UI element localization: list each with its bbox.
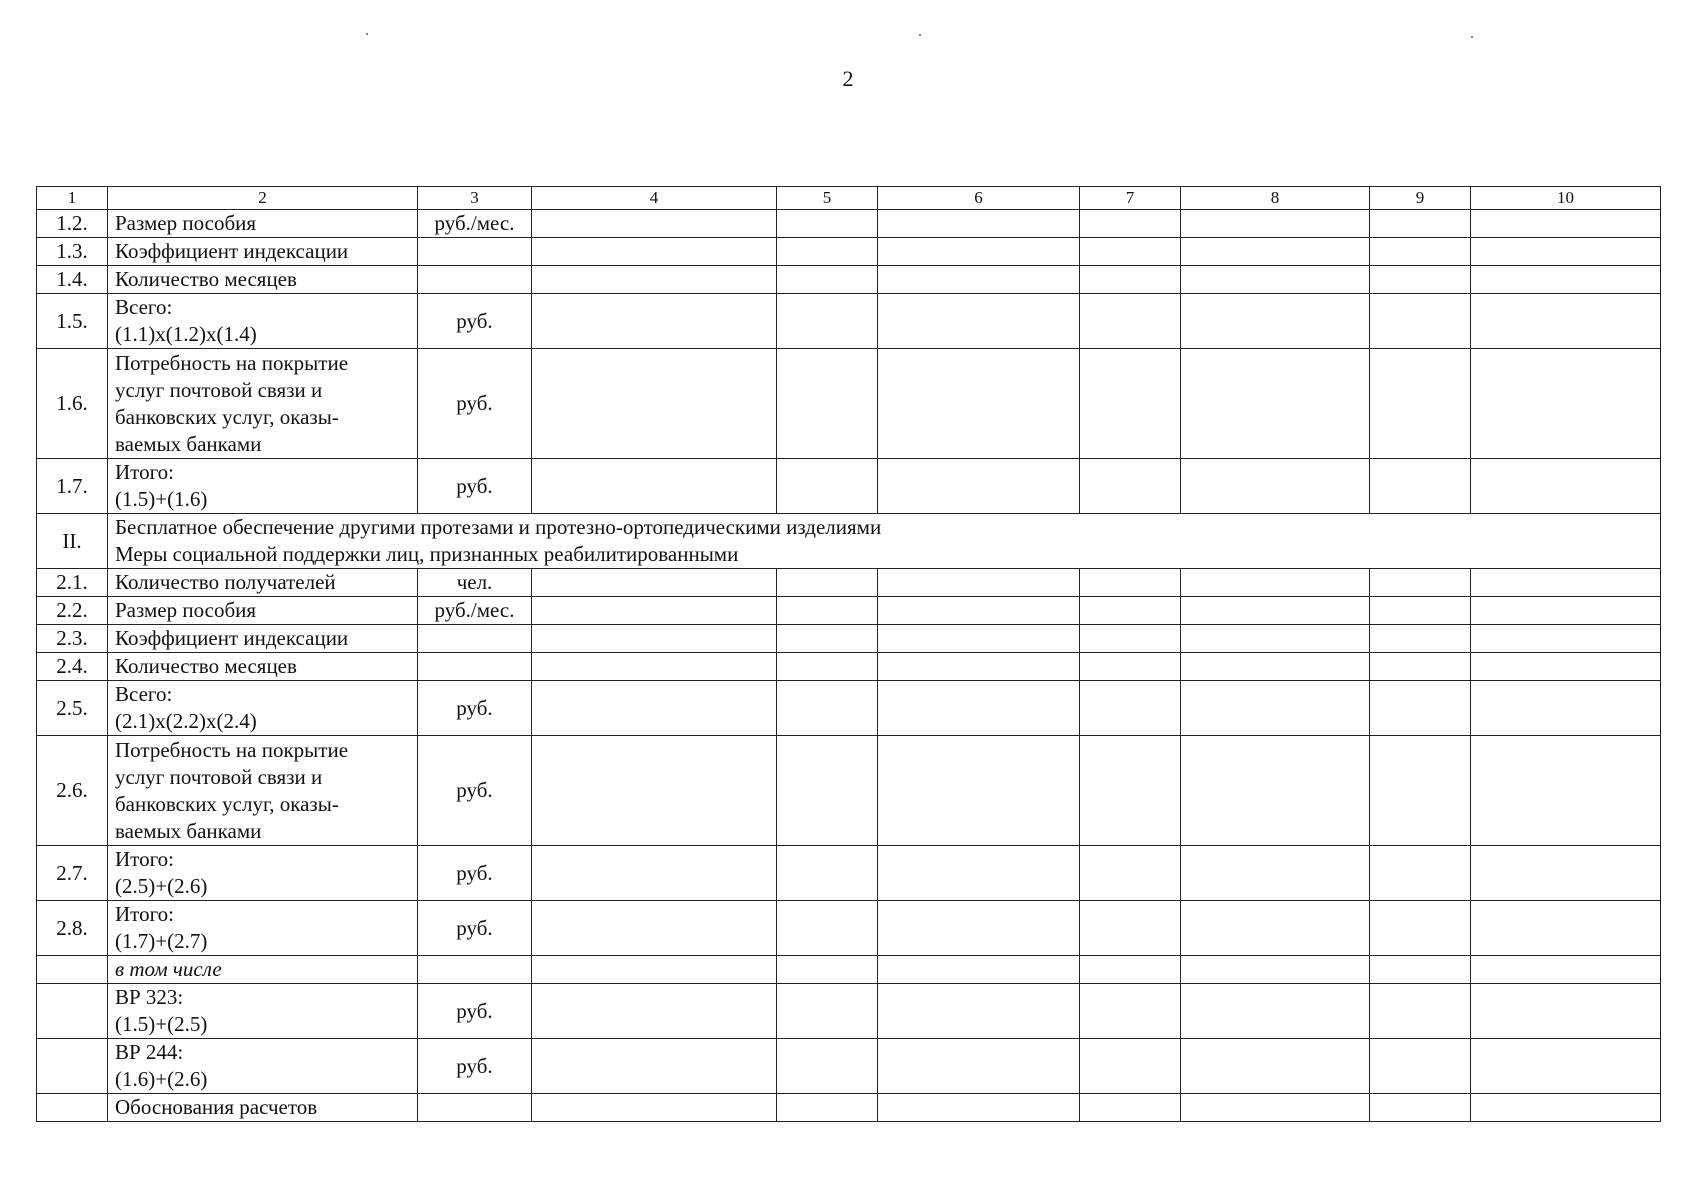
row-number xyxy=(37,956,108,984)
value-cell xyxy=(878,349,1080,459)
row-number: 1.6. xyxy=(37,349,108,459)
row-unit: руб. xyxy=(418,349,532,459)
value-cell xyxy=(777,210,878,238)
row-number: 2.2. xyxy=(37,597,108,625)
value-cell xyxy=(1080,1094,1181,1122)
value-cell xyxy=(777,901,878,956)
value-cell xyxy=(777,956,878,984)
column-number-row xyxy=(37,187,1661,210)
value-cell xyxy=(1080,625,1181,653)
value-cell xyxy=(1471,294,1661,349)
row-unit: руб. xyxy=(418,736,532,846)
value-cell xyxy=(532,349,777,459)
column-header: 9 xyxy=(1370,187,1471,210)
description-line: Размер пособия xyxy=(115,598,257,622)
scan-speck xyxy=(919,34,921,36)
description-line: Потребность на покрытие xyxy=(115,350,349,375)
column-header: 5 xyxy=(777,187,878,210)
row-description xyxy=(108,1094,418,1122)
description-line: в том числе xyxy=(115,957,222,981)
value-cell xyxy=(532,653,777,681)
row-number: 1.2. xyxy=(37,210,108,238)
value-cell xyxy=(1370,569,1471,597)
row-unit: руб. xyxy=(418,984,532,1039)
description-line: Итого: xyxy=(115,902,174,926)
row-description xyxy=(108,294,418,349)
description-line: Потребность на покрытие xyxy=(115,737,349,762)
description-line: банковских услуг, оказы- xyxy=(115,791,339,816)
value-cell xyxy=(1471,956,1661,984)
table-row xyxy=(37,901,1661,956)
value-cell xyxy=(1181,266,1370,294)
value-cell xyxy=(878,569,1080,597)
description-line: (1.7)+(2.7) xyxy=(115,929,208,953)
value-cell xyxy=(1181,1039,1370,1094)
value-cell xyxy=(1181,349,1370,459)
value-cell xyxy=(777,349,878,459)
value-cell xyxy=(532,569,777,597)
value-cell xyxy=(532,681,777,736)
value-cell xyxy=(878,266,1080,294)
row-number: 1.5. xyxy=(37,294,108,349)
value-cell xyxy=(1471,736,1661,846)
row-number: 1.3. xyxy=(37,238,108,266)
table-row xyxy=(37,597,1661,625)
value-cell xyxy=(1181,901,1370,956)
table-row xyxy=(37,294,1661,349)
value-cell xyxy=(532,625,777,653)
value-cell xyxy=(1080,266,1181,294)
value-cell xyxy=(1370,597,1471,625)
description-line: Итого: xyxy=(115,460,174,484)
value-cell xyxy=(1181,597,1370,625)
value-cell xyxy=(532,984,777,1039)
row-number: II. xyxy=(37,514,108,569)
row-description xyxy=(108,210,418,238)
description-line: ваемых банками xyxy=(115,431,262,456)
value-cell xyxy=(878,984,1080,1039)
value-cell xyxy=(1080,846,1181,901)
value-cell xyxy=(1370,846,1471,901)
row-description xyxy=(108,459,418,514)
value-cell xyxy=(1181,294,1370,349)
value-cell xyxy=(1080,238,1181,266)
value-cell xyxy=(1370,736,1471,846)
value-cell xyxy=(777,846,878,901)
table-row xyxy=(37,569,1661,597)
value-cell xyxy=(777,294,878,349)
value-cell xyxy=(1370,459,1471,514)
value-cell xyxy=(532,266,777,294)
row-unit xyxy=(418,956,532,984)
column-header: 2 xyxy=(108,187,418,210)
table-row xyxy=(37,349,1661,459)
value-cell xyxy=(1080,210,1181,238)
description-line: Коэффициент индексации xyxy=(115,239,349,263)
value-cell xyxy=(1080,349,1181,459)
value-cell xyxy=(1471,901,1661,956)
value-cell xyxy=(1471,984,1661,1039)
value-cell xyxy=(878,238,1080,266)
value-cell xyxy=(1471,846,1661,901)
description-line: услуг почтовой связи и xyxy=(115,377,323,402)
value-cell xyxy=(532,901,777,956)
row-description xyxy=(108,846,418,901)
table-row xyxy=(37,736,1661,846)
row-description xyxy=(108,625,418,653)
row-unit xyxy=(418,625,532,653)
value-cell xyxy=(777,653,878,681)
value-cell xyxy=(878,294,1080,349)
description-line: Количество месяцев xyxy=(115,267,297,291)
table-row xyxy=(37,653,1661,681)
description-line: Итого: xyxy=(115,847,174,871)
row-description xyxy=(108,681,418,736)
value-cell xyxy=(777,625,878,653)
column-header: 10 xyxy=(1471,187,1661,210)
value-cell xyxy=(777,736,878,846)
row-unit: руб. xyxy=(418,294,532,349)
value-cell xyxy=(1370,681,1471,736)
value-cell xyxy=(777,238,878,266)
value-cell xyxy=(1471,597,1661,625)
value-cell xyxy=(878,653,1080,681)
description-line: (1.5)+(1.6) xyxy=(115,487,208,511)
table-row xyxy=(37,681,1661,736)
value-cell xyxy=(1471,681,1661,736)
column-header: 3 xyxy=(418,187,532,210)
table-row xyxy=(37,625,1661,653)
column-header: 4 xyxy=(532,187,777,210)
description-line: (2.1)х(2.2)х(2.4) xyxy=(115,709,257,733)
row-number: 2.8. xyxy=(37,901,108,956)
table-row xyxy=(37,956,1661,984)
value-cell xyxy=(1471,266,1661,294)
value-cell xyxy=(1370,984,1471,1039)
value-cell xyxy=(878,597,1080,625)
value-cell xyxy=(1181,984,1370,1039)
row-number xyxy=(37,1094,108,1122)
value-cell xyxy=(878,736,1080,846)
value-cell xyxy=(1471,1039,1661,1094)
value-cell xyxy=(1370,1094,1471,1122)
row-description xyxy=(108,597,418,625)
value-cell xyxy=(777,681,878,736)
value-cell xyxy=(1181,681,1370,736)
value-cell xyxy=(878,1094,1080,1122)
value-cell xyxy=(1471,569,1661,597)
value-cell xyxy=(1080,956,1181,984)
value-cell xyxy=(532,1039,777,1094)
row-unit: руб. xyxy=(418,901,532,956)
value-cell xyxy=(1471,459,1661,514)
row-description xyxy=(108,569,418,597)
value-cell xyxy=(532,238,777,266)
description-line: (1.1)х(1.2)х(1.4) xyxy=(115,322,257,346)
value-cell xyxy=(1370,349,1471,459)
value-cell xyxy=(1181,569,1370,597)
value-cell xyxy=(1181,956,1370,984)
description-line: Меры социальной поддержки лиц, признанных реабилитированными xyxy=(115,542,739,566)
row-number: 2.4. xyxy=(37,653,108,681)
value-cell xyxy=(1471,625,1661,653)
value-cell xyxy=(532,294,777,349)
value-cell xyxy=(532,597,777,625)
scan-speck xyxy=(366,33,368,35)
table-row xyxy=(37,846,1661,901)
value-cell xyxy=(878,1039,1080,1094)
section-row xyxy=(37,514,1661,569)
value-cell xyxy=(1370,294,1471,349)
value-cell xyxy=(1181,846,1370,901)
value-cell xyxy=(1080,569,1181,597)
value-cell xyxy=(777,1039,878,1094)
description-line: ВР 323: xyxy=(115,985,184,1009)
value-cell xyxy=(1370,238,1471,266)
value-cell xyxy=(1080,681,1181,736)
value-cell xyxy=(1181,210,1370,238)
row-unit: руб. xyxy=(418,459,532,514)
value-cell xyxy=(1370,901,1471,956)
value-cell xyxy=(777,459,878,514)
row-unit: руб. xyxy=(418,846,532,901)
row-description xyxy=(108,266,418,294)
row-unit xyxy=(418,653,532,681)
row-unit: руб./мес. xyxy=(418,597,532,625)
value-cell xyxy=(878,625,1080,653)
column-header: 1 xyxy=(37,187,108,210)
page-number: 2 xyxy=(842,66,854,91)
row-number: 2.3. xyxy=(37,625,108,653)
row-number: 2.5. xyxy=(37,681,108,736)
row-unit: руб. xyxy=(418,1039,532,1094)
description-line: (1.6)+(2.6) xyxy=(115,1067,208,1091)
description-line: ВР 244: xyxy=(115,1040,184,1064)
section-title xyxy=(108,514,1661,569)
row-description xyxy=(108,956,418,984)
value-cell xyxy=(1471,238,1661,266)
row-number xyxy=(37,984,108,1039)
row-description xyxy=(108,653,418,681)
value-cell xyxy=(1080,653,1181,681)
value-cell xyxy=(1471,1094,1661,1122)
table-row xyxy=(37,459,1661,514)
calculation-table xyxy=(36,186,1661,1122)
table-body xyxy=(37,187,1661,1122)
value-cell xyxy=(532,736,777,846)
description-line: банковских услуг, оказы- xyxy=(115,404,339,429)
value-cell xyxy=(1181,459,1370,514)
value-cell xyxy=(777,569,878,597)
row-unit xyxy=(418,238,532,266)
row-description xyxy=(108,984,418,1039)
description-line: услуг почтовой связи и xyxy=(115,764,323,789)
value-cell xyxy=(878,956,1080,984)
description-line: (2.5)+(2.6) xyxy=(115,874,208,898)
value-cell xyxy=(1370,956,1471,984)
row-description xyxy=(108,238,418,266)
value-cell xyxy=(1471,349,1661,459)
value-cell xyxy=(878,901,1080,956)
description-line: Размер пособия xyxy=(115,211,257,235)
description-line: Обоснования расчетов xyxy=(115,1095,318,1119)
value-cell xyxy=(532,210,777,238)
value-cell xyxy=(1080,294,1181,349)
table-row xyxy=(37,210,1661,238)
row-number: 2.7. xyxy=(37,846,108,901)
row-unit xyxy=(418,1094,532,1122)
value-cell xyxy=(777,597,878,625)
description-line: Количество получателей xyxy=(115,570,336,594)
value-cell xyxy=(1181,653,1370,681)
value-cell xyxy=(1080,984,1181,1039)
description-line: Количество месяцев xyxy=(115,654,297,678)
description-line: ваемых банками xyxy=(115,818,262,843)
table-row xyxy=(37,266,1661,294)
value-cell xyxy=(878,210,1080,238)
column-header: 8 xyxy=(1181,187,1370,210)
table-row xyxy=(37,1094,1661,1122)
value-cell xyxy=(878,681,1080,736)
value-cell xyxy=(1181,238,1370,266)
row-number: 1.7. xyxy=(37,459,108,514)
value-cell xyxy=(1370,1039,1471,1094)
value-cell xyxy=(1370,266,1471,294)
column-header: 6 xyxy=(878,187,1080,210)
value-cell xyxy=(532,1094,777,1122)
row-unit xyxy=(418,266,532,294)
value-cell xyxy=(532,846,777,901)
value-cell xyxy=(532,956,777,984)
row-unit: чел. xyxy=(418,569,532,597)
row-number: 1.4. xyxy=(37,266,108,294)
value-cell xyxy=(1370,625,1471,653)
value-cell xyxy=(1080,901,1181,956)
value-cell xyxy=(1370,653,1471,681)
description-line: Коэффициент индексации xyxy=(115,626,349,650)
value-cell xyxy=(1080,1039,1181,1094)
row-description xyxy=(108,901,418,956)
row-unit: руб. xyxy=(418,681,532,736)
row-description xyxy=(108,736,418,846)
value-cell xyxy=(1471,653,1661,681)
value-cell xyxy=(1080,736,1181,846)
value-cell xyxy=(878,846,1080,901)
description-line: (1.5)+(2.5) xyxy=(115,1012,208,1036)
row-description xyxy=(108,1039,418,1094)
value-cell xyxy=(777,1094,878,1122)
table-row xyxy=(37,238,1661,266)
row-unit: руб./мес. xyxy=(418,210,532,238)
row-number: 2.6. xyxy=(37,736,108,846)
value-cell xyxy=(1080,459,1181,514)
description-line: Всего: xyxy=(115,682,173,706)
value-cell xyxy=(1080,597,1181,625)
value-cell xyxy=(878,459,1080,514)
row-number: 2.1. xyxy=(37,569,108,597)
description-line: Бесплатное обеспечение другими протезами и протезно-ортопедическими изделиями xyxy=(115,515,882,539)
row-number xyxy=(37,1039,108,1094)
value-cell xyxy=(1471,210,1661,238)
table-row xyxy=(37,984,1661,1039)
column-header: 7 xyxy=(1080,187,1181,210)
value-cell xyxy=(532,459,777,514)
value-cell xyxy=(1181,736,1370,846)
value-cell xyxy=(777,266,878,294)
scan-speck xyxy=(1471,36,1473,38)
value-cell xyxy=(777,984,878,1039)
row-description xyxy=(108,349,418,459)
table-row xyxy=(37,1039,1661,1094)
description-line: Всего: xyxy=(115,295,173,319)
value-cell xyxy=(1181,625,1370,653)
value-cell xyxy=(1370,210,1471,238)
value-cell xyxy=(1181,1094,1370,1122)
